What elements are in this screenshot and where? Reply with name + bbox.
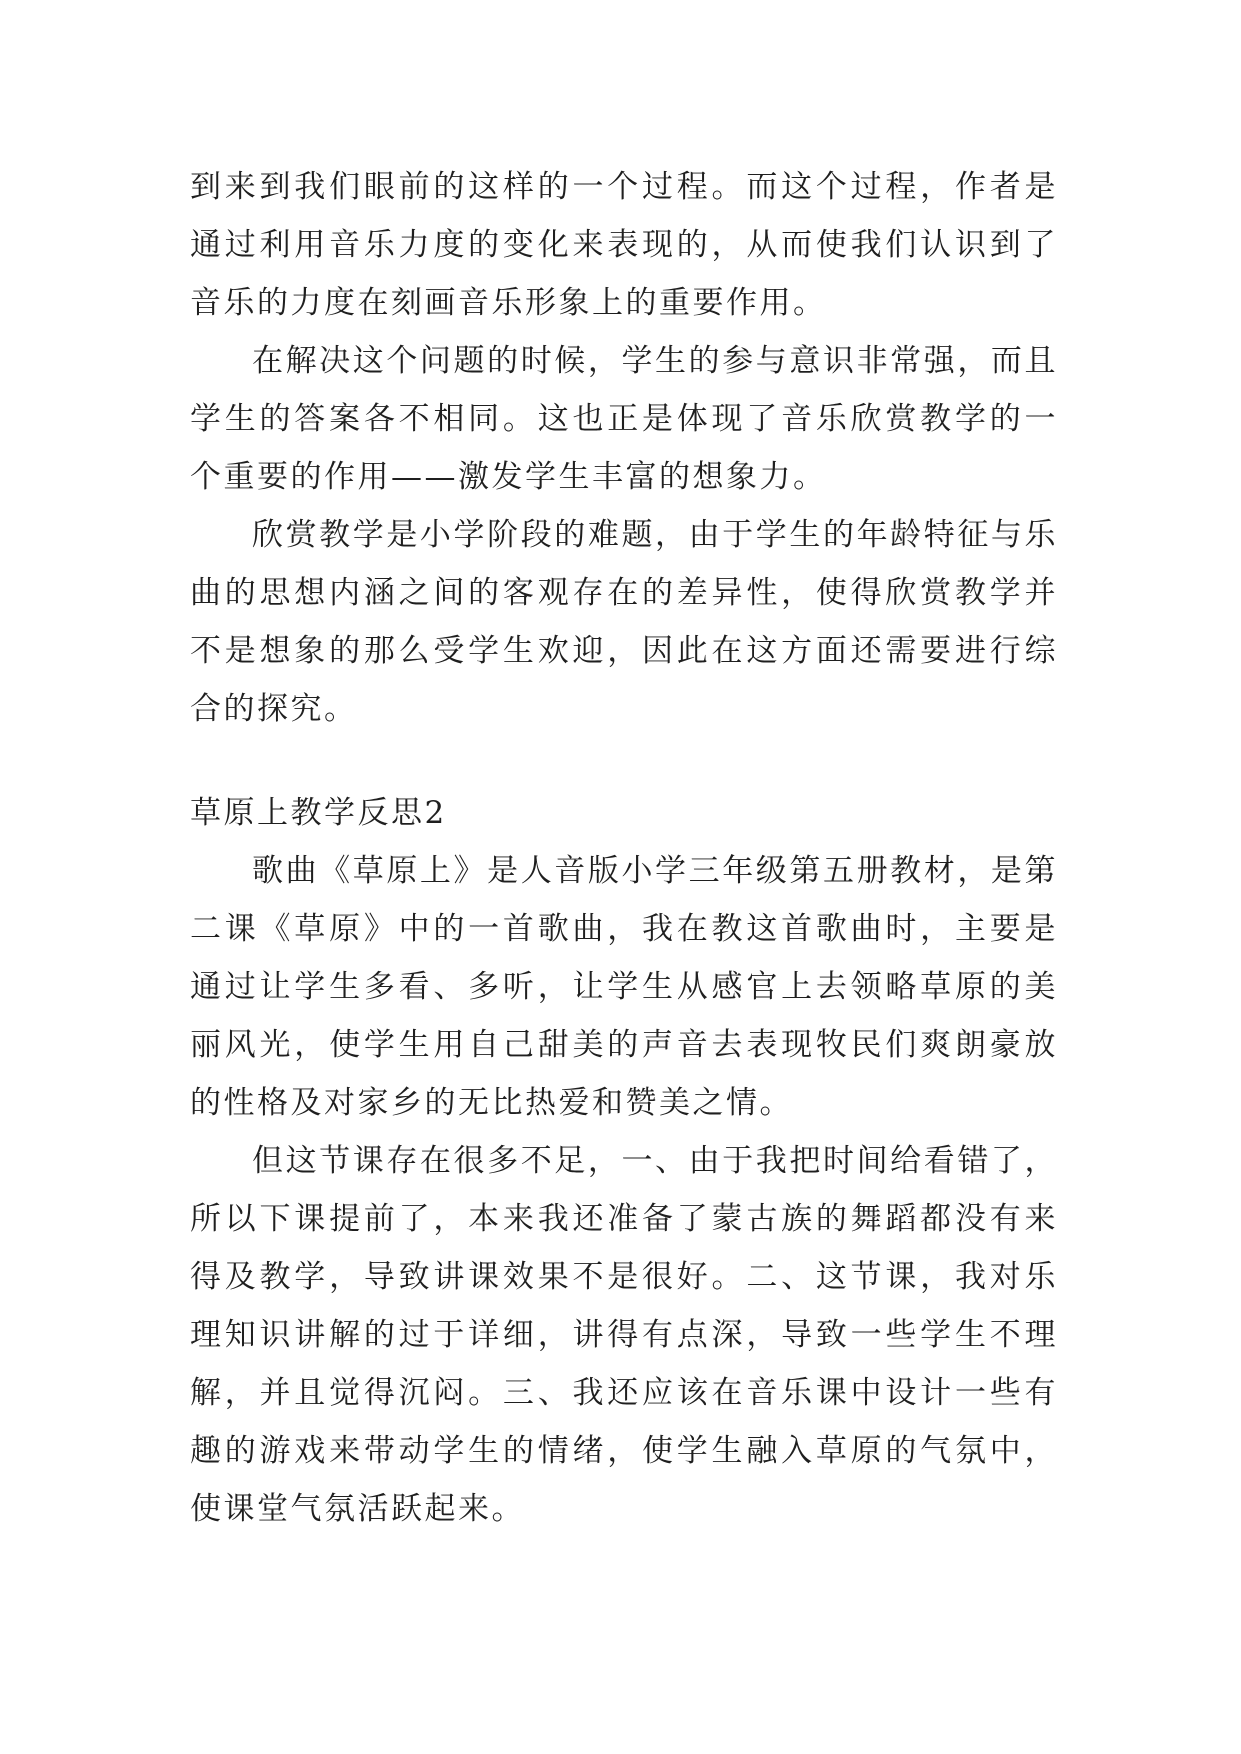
paragraph-continued: 到来到我们眼前的这样的一个过程。而这个过程，作者是通过利用音乐力度的变化来表现的，从而使我们认识到了音乐的力度在刻画音乐形象上的重要作用。 — [190, 169, 1058, 321]
paragraph: 歌曲《草原上》是人音版小学三年级第五册教材，是第二课《草原》中的一首歌曲，我在教这首歌曲时，主要是通过让学生多看、多听，让学生从感官上去领略草原的美丽风光，使学生用自己甜美的声音去表现牧民们爽朗豪放的性格及对家乡的无比热爱和赞美之情。 — [190, 853, 1058, 1121]
section-title: 草原上教学反思2 — [190, 795, 447, 831]
paragraph: 欣赏教学是小学阶段的难题，由于学生的年龄特征与乐曲的思想内涵之间的客观存在的差异性，使得欣赏教学并不是想象的那么受学生欢迎，因此在这方面还需要进行综合的探究。 — [190, 517, 1058, 727]
paragraph: 在解决这个问题的时候，学生的参与意识非常强，而且学生的答案各不相同。这也正是体现了音乐欣赏教学的一个重要的作用——激发学生丰富的想象力。 — [190, 343, 1058, 495]
document-body — [190, 158, 1058, 1538]
paragraph: 但这节课存在很多不足，一、由于我把时间给看错了，所以下课提前了，本来我还准备了蒙古族的舞蹈都没有来得及教学，导致讲课效果不是很好。二、这节课，我对乐理知识讲解的过于详细，讲得有点深，导致一些学生不理解，并且觉得沉闷。三、我还应该在音乐课中设计一些有趣的游戏来带动学生的情绪，使学生融入草原的气氛中，使课堂气氛活跃起来。 — [190, 1143, 1058, 1527]
